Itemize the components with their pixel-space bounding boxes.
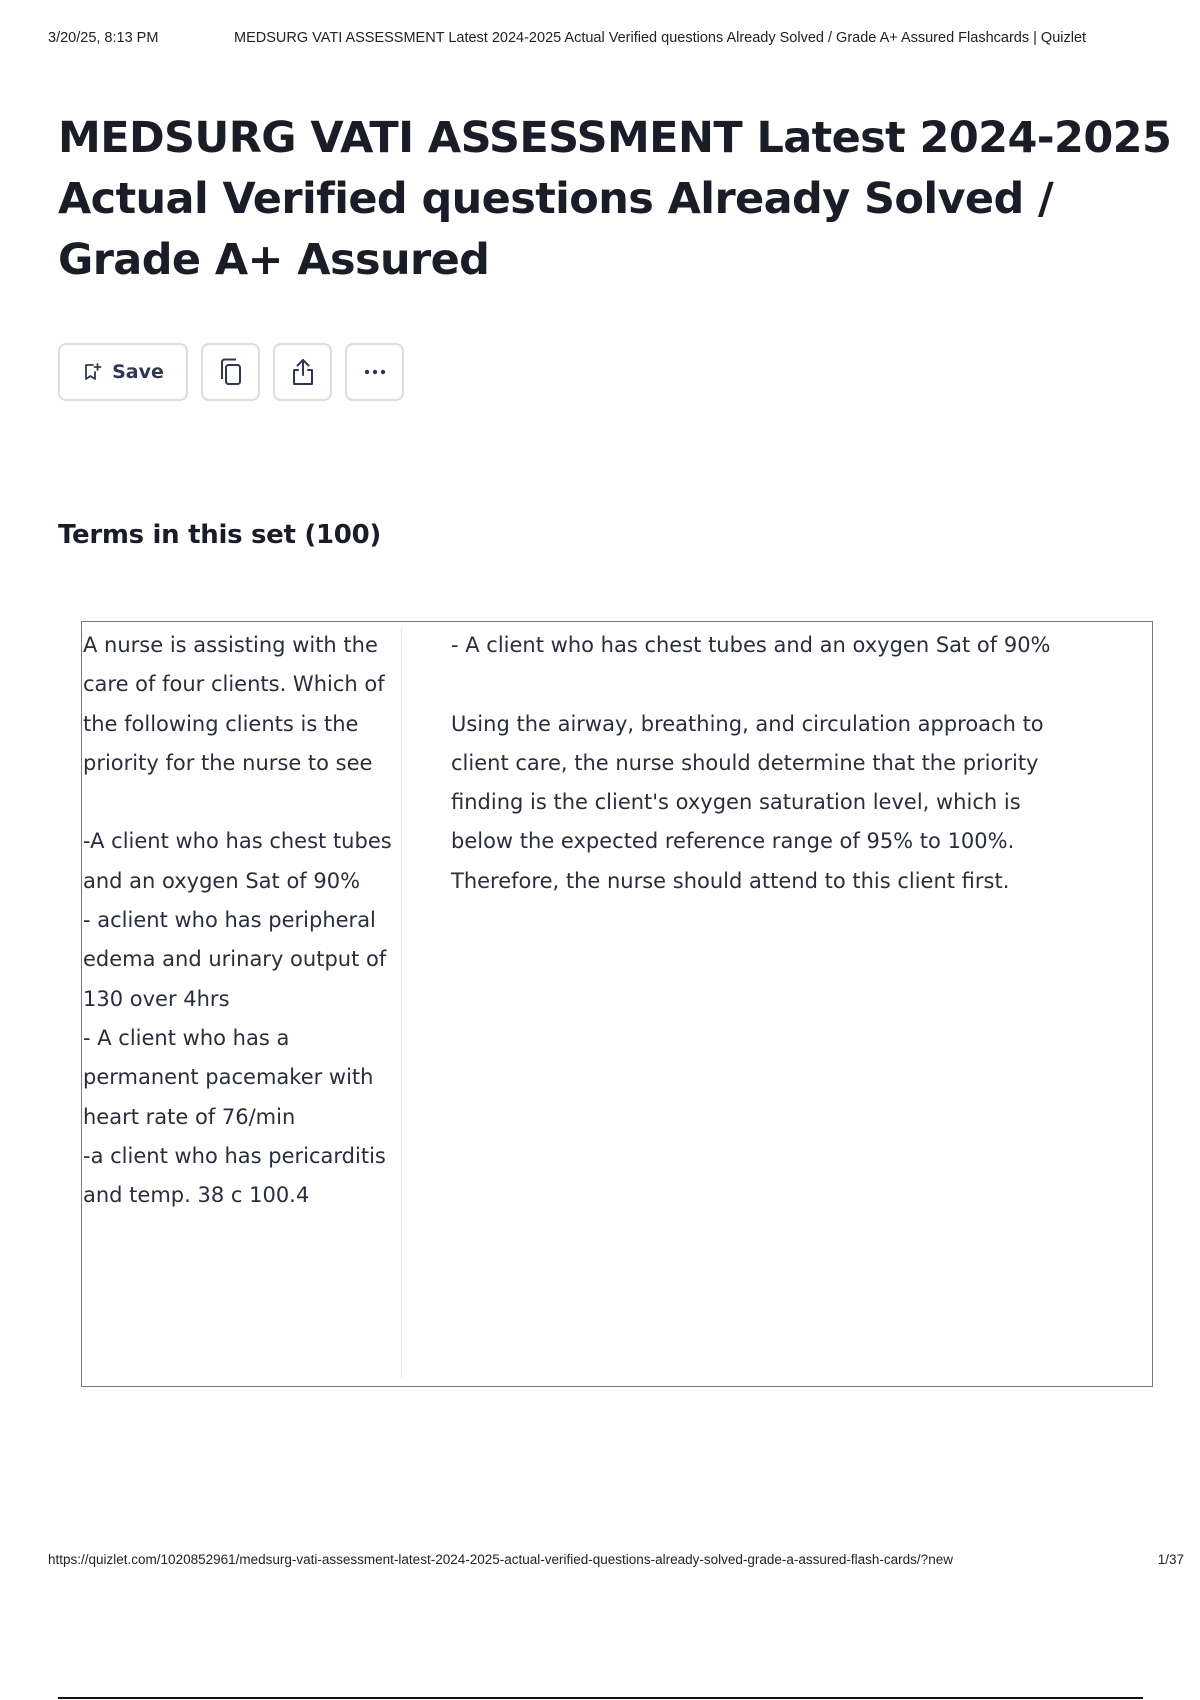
print-url: https://quizlet.com/1020852961/medsurg-vati-assessment-latest-2024-2025-actual-verified-questions-already-solved-grade-a-assured-flash-cards/?new bbox=[48, 1552, 953, 1567]
flashcard bbox=[81, 621, 1153, 1387]
page-title: MEDSURG VATI ASSESSMENT Latest 2024-2025 Actual Verified questions Already Solved / Grade A+ Assured bbox=[58, 113, 1172, 285]
flashcard-term: A nurse is assisting with the care of four clients. Which of the following clients is the priority for the nurse to see -A client who has chest tubes and an oxygen Sat of 90% - aclient who has peripheral edema and urinary output of 130 over 4hrs - A client who has a permanent pacemaker with heart rate of 76/min -a client who has pericarditis and temp. 38 c 100.4 bbox=[83, 633, 392, 1208]
flashcard-definition: - A client who has chest tubes and an oxygen Sat of 90% Using the airway, breathing, and circulation approach to client care, the nurse should determine that the priority finding is the client's oxygen saturation level, which is below the expected reference range of 95% to 100%. Therefore, the nurse should attend to this client first. bbox=[451, 633, 1051, 893]
action-bar bbox=[58, 343, 404, 403]
copy-button[interactable] bbox=[201, 343, 260, 401]
flashcard-divider bbox=[401, 628, 402, 1378]
more-options-button[interactable] bbox=[345, 343, 404, 401]
save-button[interactable] bbox=[58, 343, 188, 401]
save-label: Save bbox=[112, 361, 164, 383]
share-button[interactable] bbox=[273, 343, 332, 401]
print-page-number: 1/37 bbox=[1157, 1552, 1184, 1567]
bottom-rule bbox=[58, 1697, 1143, 1699]
share-icon bbox=[289, 357, 317, 387]
print-date: 3/20/25, 8:13 PM bbox=[48, 30, 159, 46]
terms-heading: Terms in this set (100) bbox=[58, 520, 381, 550]
print-footer bbox=[48, 1552, 1190, 1572]
print-doc-title: MEDSURG VATI ASSESSMENT Latest 2024-2025 Actual Verified questions Already Solved / Grade A+ Assured Flashcards | Quizlet bbox=[234, 30, 1087, 46]
print-header bbox=[48, 30, 1180, 50]
save-bookmark-icon bbox=[82, 362, 102, 382]
more-options-icon bbox=[361, 367, 389, 377]
copy-icon bbox=[217, 357, 245, 387]
